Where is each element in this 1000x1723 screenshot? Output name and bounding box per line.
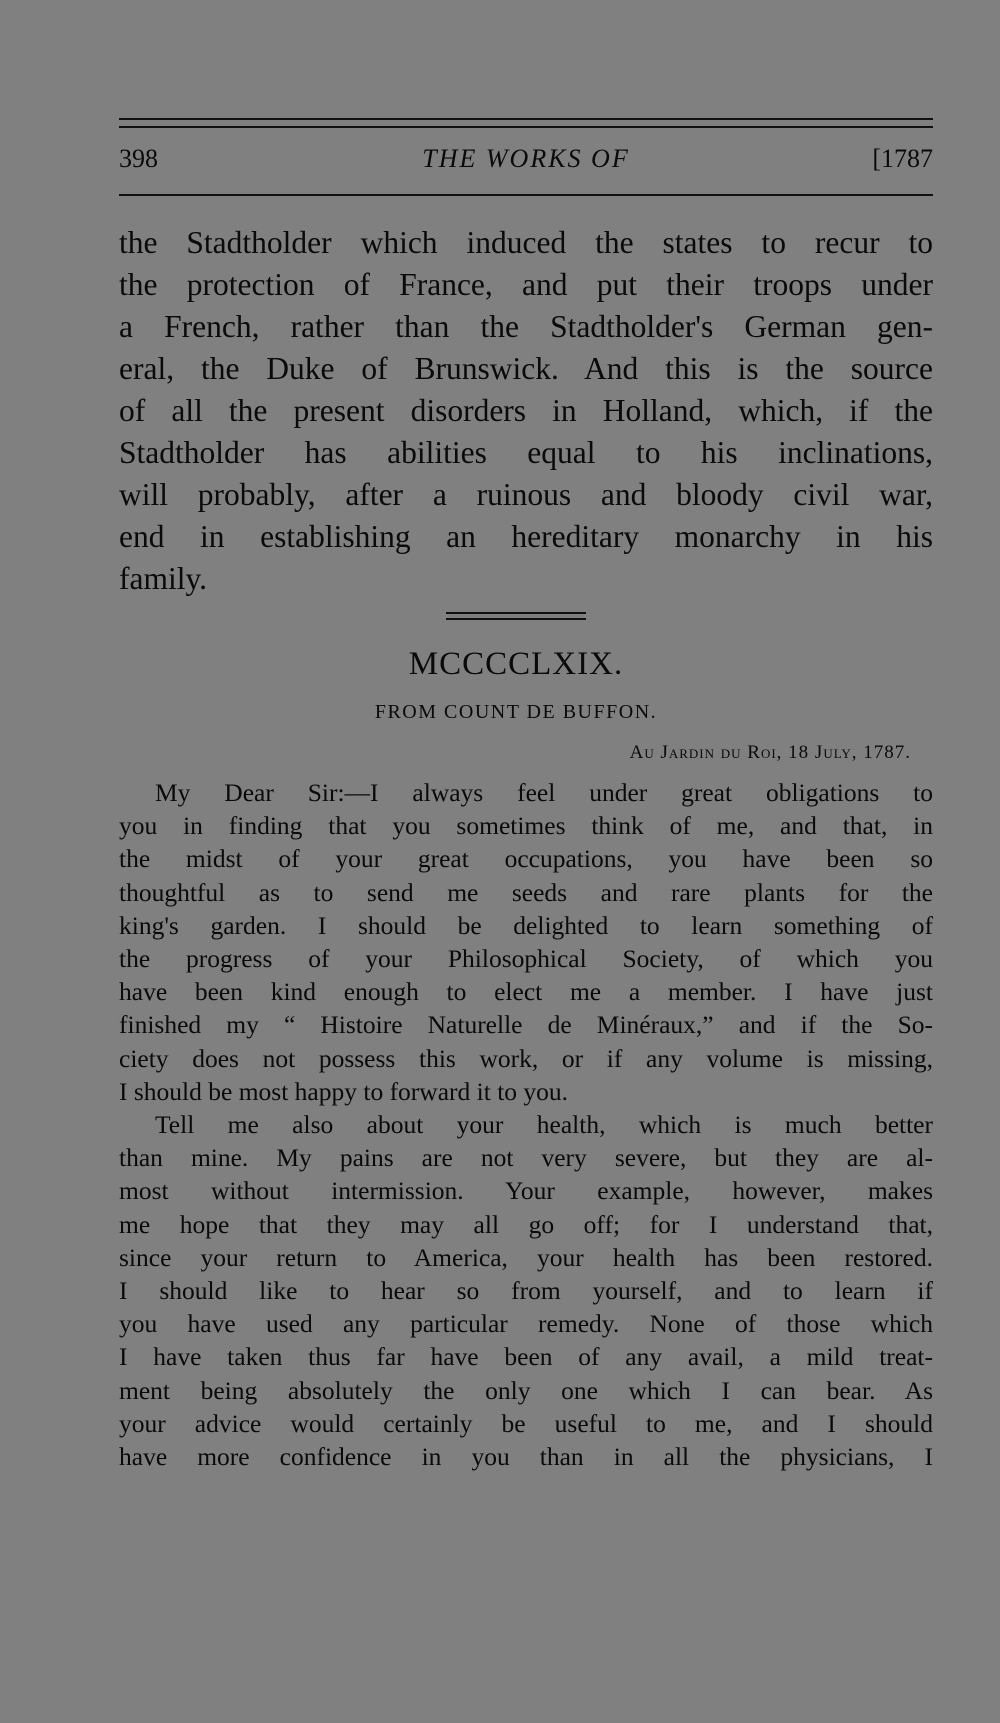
text-line: Stadtholder has abilities equal to his inclinations, [119,435,933,470]
text-line: have more confidence in you than in all the physicians, I [119,1442,933,1472]
text-line: a French, rather than the Stadtholder's German gen- [119,309,933,344]
header-top-rule [119,118,933,128]
text-line: since your return to America, your health has been restored. [119,1242,933,1272]
continuation-paragraph [119,222,933,600]
text-line: ment being absolutely the only one which I can bear. As [119,1375,933,1405]
text-line: I have taken thus far have been of any avail, a mild treat- [119,1342,933,1372]
text-line: the protection of France, and put their troops under [119,267,933,302]
text-line: you have used any particular remedy. None of those which [119,1309,933,1339]
text-line: family. [119,561,208,596]
text-line: most without intermission. Your example, however, makes [119,1176,933,1206]
text-line: I should like to hear so from yourself, and to learn if [119,1276,933,1306]
running-year: [1787 [872,144,933,173]
text-line: the progress of your Philosophical Society, of which you [119,944,933,974]
text-line: thoughtful as to send me seeds and rare plants for the [119,877,933,907]
letter-heading: FROM COUNT DE BUFFON. [374,701,658,723]
running-head [119,144,933,194]
text-line: Tell me also about your health, which is much better [155,1110,933,1140]
header-bottom-rule [119,194,933,196]
text-line: end in establishing an hereditary monarchy in his [119,519,933,554]
letter-paragraph-2 [119,1108,933,1473]
letter-number: MCCCCLXIX. [408,646,624,682]
text-line: your advice would certainly be useful to me, and I should [119,1408,933,1438]
text-line: king's garden. I should be delighted to learn something of [119,910,933,940]
running-title: THE WORKS OF [422,144,630,173]
text-line: me hope that they may all go off; for I understand that, [119,1209,933,1239]
letter-paragraph-1 [119,776,933,1108]
text-line: have been kind enough to elect me a member. I have just [119,977,933,1007]
letter-dateline: Au Jardin du Roi, 18 July, 1787. [629,742,911,763]
page-number: 398 [119,144,158,173]
text-line: you in finding that you sometimes think of me, and that, in [119,811,933,841]
text-line: the midst of your great occupations, you have been so [119,844,933,874]
text-line: I should be most happy to forward it to you. [119,1076,569,1106]
section-separator [446,612,586,620]
text-line: will probably, after a ruinous and bloody civil war, [119,477,933,512]
text-line: ciety does not possess this work, or if any volume is missing, [119,1043,933,1073]
text-line: of all the present disorders in Holland, which, if the [119,393,933,428]
book-page [119,118,933,1473]
text-line: than mine. My pains are not very severe, but they are al- [119,1143,933,1173]
text-line: the Stadtholder which induced the states to recur to [119,225,933,260]
text-line: eral, the Duke of Brunswick. And this is the source [119,351,933,386]
text-line: finished my “ Histoire Naturelle de Minéraux,” and if the So- [119,1010,933,1040]
text-line: My Dear Sir:—I always feel under great obligations to [155,778,933,807]
